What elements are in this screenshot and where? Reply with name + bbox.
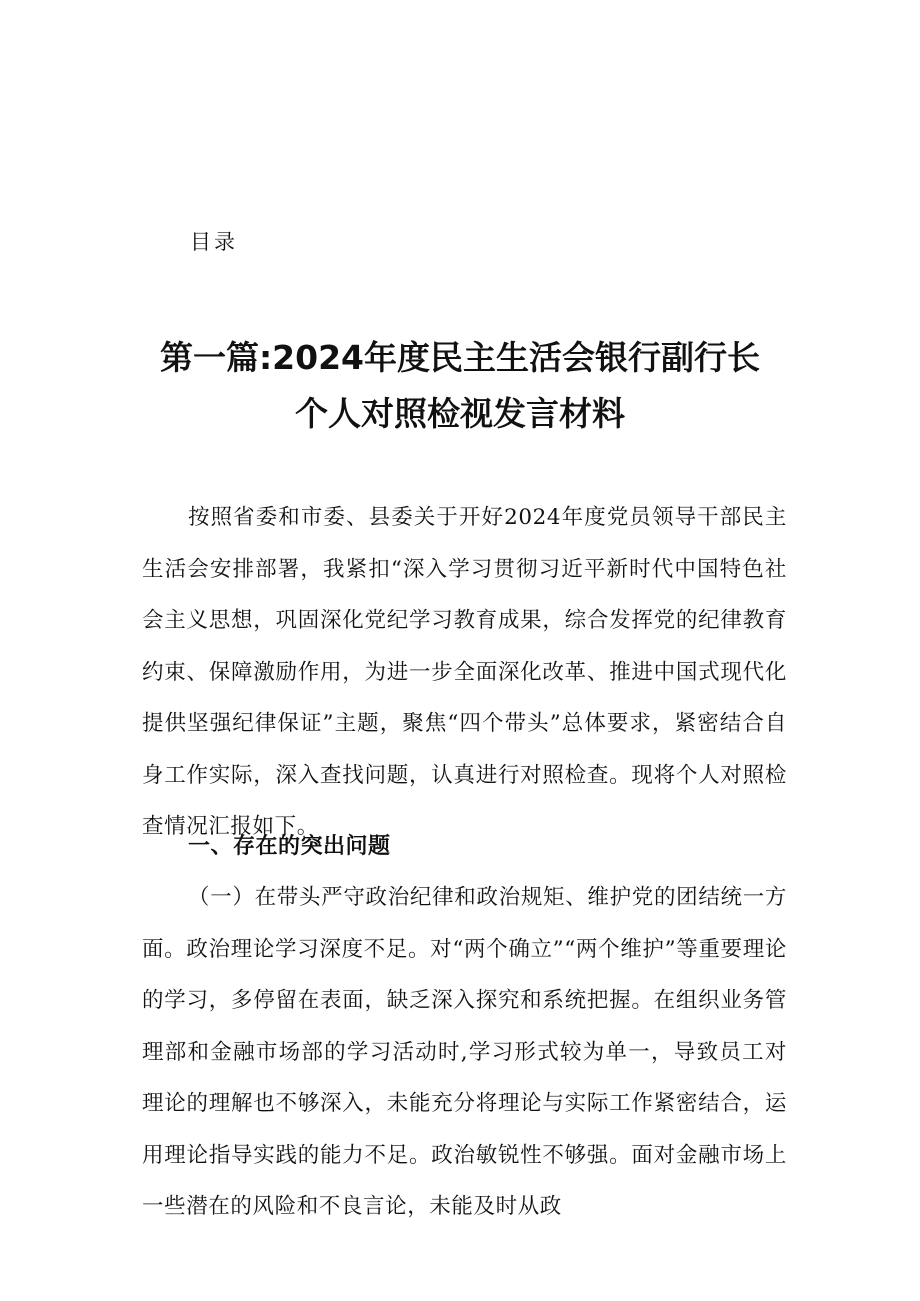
intro-paragraph: 按照省委和市委、县委关于开好2024年度党员领导干部民主生活会安排部署，我紧扣“深入学习贯彻习近平新时代中国特色社会主义思想，巩固深化党纪学习教育成果，综合发挥党的纪律教育约束、保障激励作用，为进一步全面深化改革、推进中国式现代化提供坚强纪律保证”主题，聚焦“四个带头”总体要求，紧密结合自身工作实际，深入查找问题，认真进行对照检查。现将个人对照检查情况汇报如下。 — [142, 505, 787, 839]
section-heading: 一、存在的突出问题 — [188, 834, 391, 859]
toc-label: 目录 — [190, 230, 238, 254]
section-paragraph: （一）在带头严守政治纪律和政治规矩、维护党的团结统一方面。政治理论学习深度不足。对“两个确立”“两个维护”等重要理论的学习，多停留在表面，缺乏深入探究和系统把握。在组织业务管理部和金融市场部的学习活动时,学习形式较为单一，导致员工对理论的理解也不够深入，未能充分将理论与实际工作紧密结合，运用理论指导实践的能力不足。政治敏锐性不够强。面对金融市场上一些潜在的风险和不良言论，未能及时从政 — [142, 885, 787, 1219]
document-title-line-1: 第一篇:2024年度民主生活会银行副行长 — [159, 338, 761, 377]
document-title-line-2: 个人对照检视发言材料 — [295, 394, 625, 433]
